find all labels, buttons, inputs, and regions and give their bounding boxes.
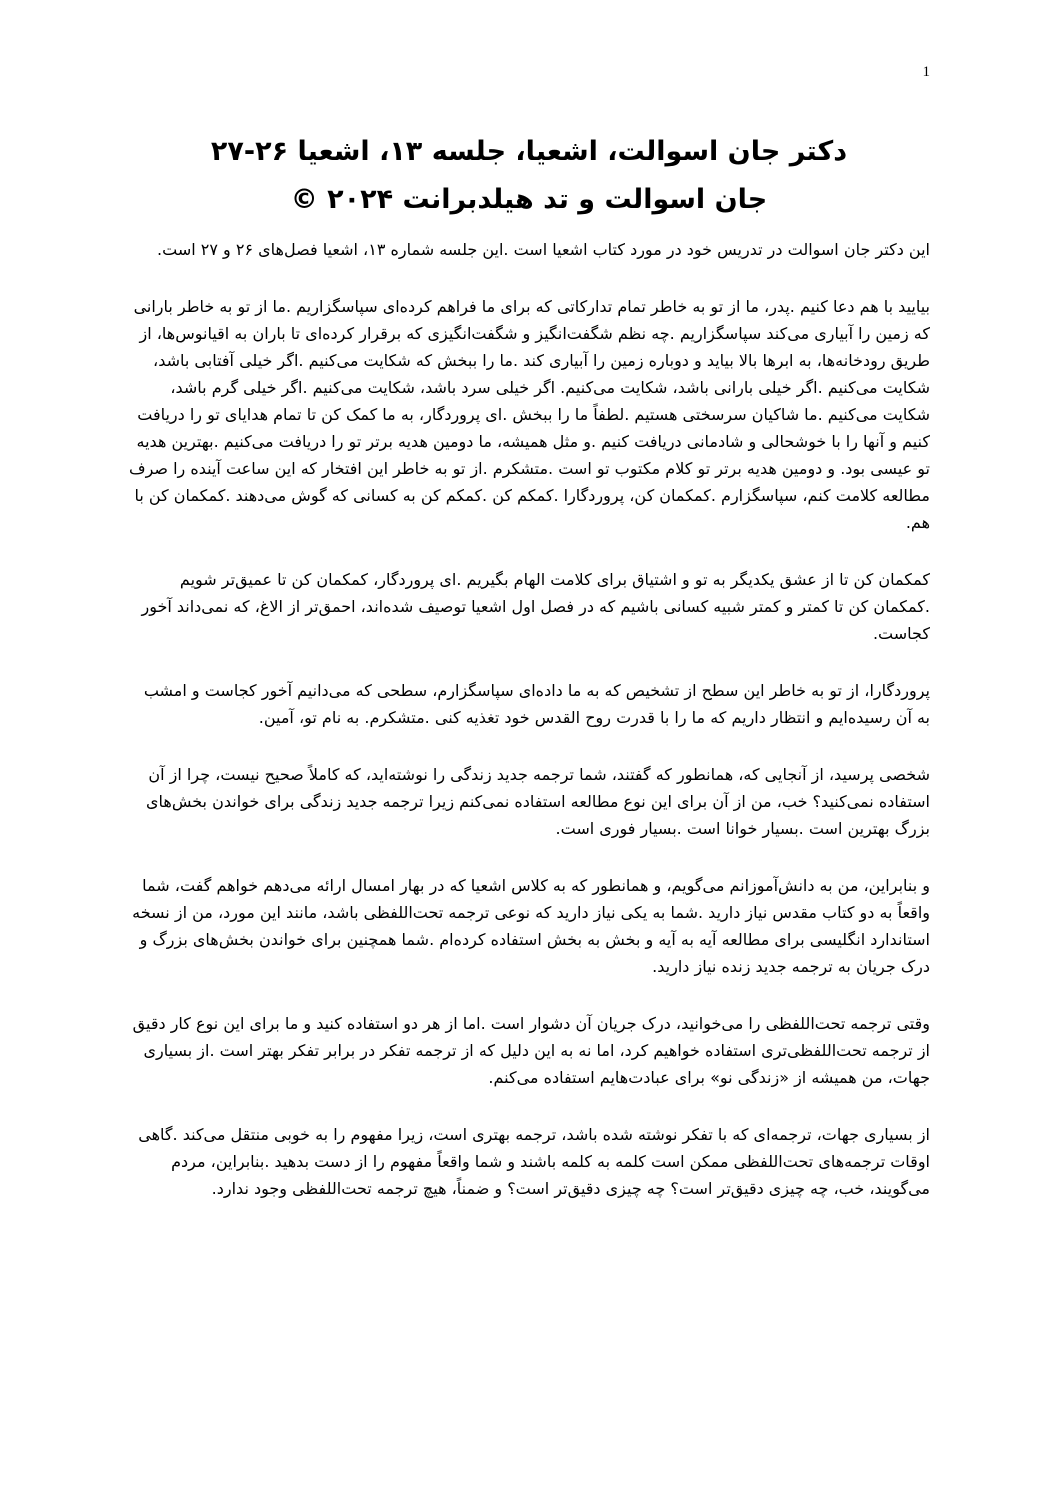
- paragraph-literal-translation: وقتی ترجمه تحت‌اللفظی را می‌خوانید، درک جریان آن دشوار است .اما از هر دو استفاده کنید و ما برای این نوع کار دقیق از ترجمه تحت‌اللفظی‌تری استفاده خواهیم کرد، اما نه به این دلیل که از ترجمه تفکر در برابر تفکر بهتر است .از بسیاری جهات، من همیشه از «زندگی نو» برای عبادت‌هایم استفاده می‌کنم.: [132, 1014, 930, 1087]
- paragraph-two-bibles: و بنابراین، من به دانش‌آموزانم می‌گویم، و همانطور که به کلاس اشعیا که در بهار امسال ارائه می‌دهم خواهم گفت، شما واقعاً به دو کتاب مقدس نیاز دارید .شما به یکی نیاز دارید که نوعی ترجمه تحت‌اللفظی باشد، مانند این مورد، من از نسخه استاندارد انگلیسی برای مطالعه آیه به آیه و بخش به بخش استفاده کرده‌ام .شما همچنین برای خواندن بخش‌های بزرگ و درک جریان به ترجمه جدید زنده نیاز دارید.: [132, 876, 930, 976]
- title-line-1: دکتر جان اسوالت، اشعیا، جلسه ۱۳، اشعیا ۲۶-۲۷: [210, 136, 848, 167]
- document-body: [128, 236, 930, 1232]
- paragraph-prayer: بیایید با هم دعا کنیم .پدر، ما از تو به خاطر تمام تدارکاتی که برای ما فراهم کرده‌ای سپاسگزاریم .ما از تو به خاطر بارانی که زمین را آبیاری می‌کند سپاسگزاریم .چه نظم شگفت‌انگیز و شگفت‌انگیزی که برقرار کرده‌ای تا باران به اقیانوس‌ها، از طریق رودخانه‌ها، به ابرها بالا بیاید و دوباره زمین را آبیاری کند .ما را ببخش که شکایت می‌کنیم .اگر خیلی آفتابی باشد، شکایت می‌کنیم .اگر خیلی بارانی باشد، شکایت می‌کنیم. اگر خیلی سرد باشد، شکایت می‌کنیم .اگر خیلی گرم باشد، شکایت می‌کنیم .ما شاکیان سرسختی هستیم .لطفاً ما را ببخش .ای پروردگار، به ما کمک کن تا تمام هدایای تو را دریافت کنیم و آنها را با خوشحالی و شادمانی دریافت کنیم .و مثل همیشه، ما دومین هدیه برتر تو را دریافت می‌کنیم .بهترین هدیه تو عیسی بود. و دومین هدیه برتر تو کلام مکتوب تو است .متشکرم .از تو به خاطر این افتخار که این ساعت آینده را صرف مطالعه کلامت کنم، سپاسگزارم .کمکمان کن، پروردگارا .کمکم کن .کمکم کن به کسانی که گوش می‌دهند .کمکمان کن با هم.: [129, 297, 930, 532]
- paragraph-thought-translation: از بسیاری جهات، ترجمه‌ای که با تفکر نوشته شده باشد، ترجمه بهتری است، زیرا مفهوم را به خوبی منتقل می‌کند .گاهی اوقات ترجمه‌های تحت‌اللفظی ممکن است کلمه به کلمه باشند و شما واقعاً مفهوم را از دست بدهید .بنابراین، مردم می‌گویند، خب، چه چیزی دقیق‌تر است؟ چه چیزی دقیق‌تر است؟ و ضمناً، هیچ ترجمه تحت‌اللفظی وجود ندارد.: [138, 1125, 930, 1198]
- paragraph-prayer-closing: پروردگارا، از تو به خاطر این سطح از تشخیص که به ما داده‌ای سپاسگزارم، سطحی که می‌دانیم آخور کجاست و امشب به آن رسیده‌ایم و انتظار داریم که ما را با قدرت روح القدس خود تغذیه کنی .متشکرم. به نام تو، آمین.: [143, 681, 930, 727]
- paragraph-intro: این دکتر جان اسوالت در تدریس خود در مورد کتاب اشعیا است .این جلسه شماره ۱۳، اشعیا فصل‌های ۲۶ و ۲۷ است.: [157, 240, 930, 259]
- page-number: 1: [922, 64, 930, 80]
- title-line-2: جان اسوالت و تد هیلدبرانت ۲۰۲۴ ©: [290, 184, 768, 215]
- document-title: [128, 128, 930, 224]
- paragraph-question: شخصی پرسید، از آنجایی که، همانطور که گفتند، شما ترجمه جدید زندگی را نوشته‌اید، که کاملاً صحیح نیست، چرا از آن استفاده نمی‌کنید؟ خب، من از آن برای این نوع مطالعه استفاده نمی‌کنم زیرا ترجمه جدید زندگی برای خواندن بخش‌های بزرگ بهترین است .بسیار خوانا است .بسیار فوری است.: [145, 765, 930, 838]
- paragraph-prayer-continued: کمکمان کن تا از عشق یکدیگر به تو و اشتیاق برای کلامت الهام بگیریم .ای پروردگار، کمکمان کن تا عمیق‌تر شویم .کمکمان کن تا کمتر و کمتر شبیه کسانی باشیم که در فصل اول اشعیا توصیف شده‌اند، احمق‌تر از الاغ، که نمی‌داند آخور کجاست.: [141, 570, 930, 643]
